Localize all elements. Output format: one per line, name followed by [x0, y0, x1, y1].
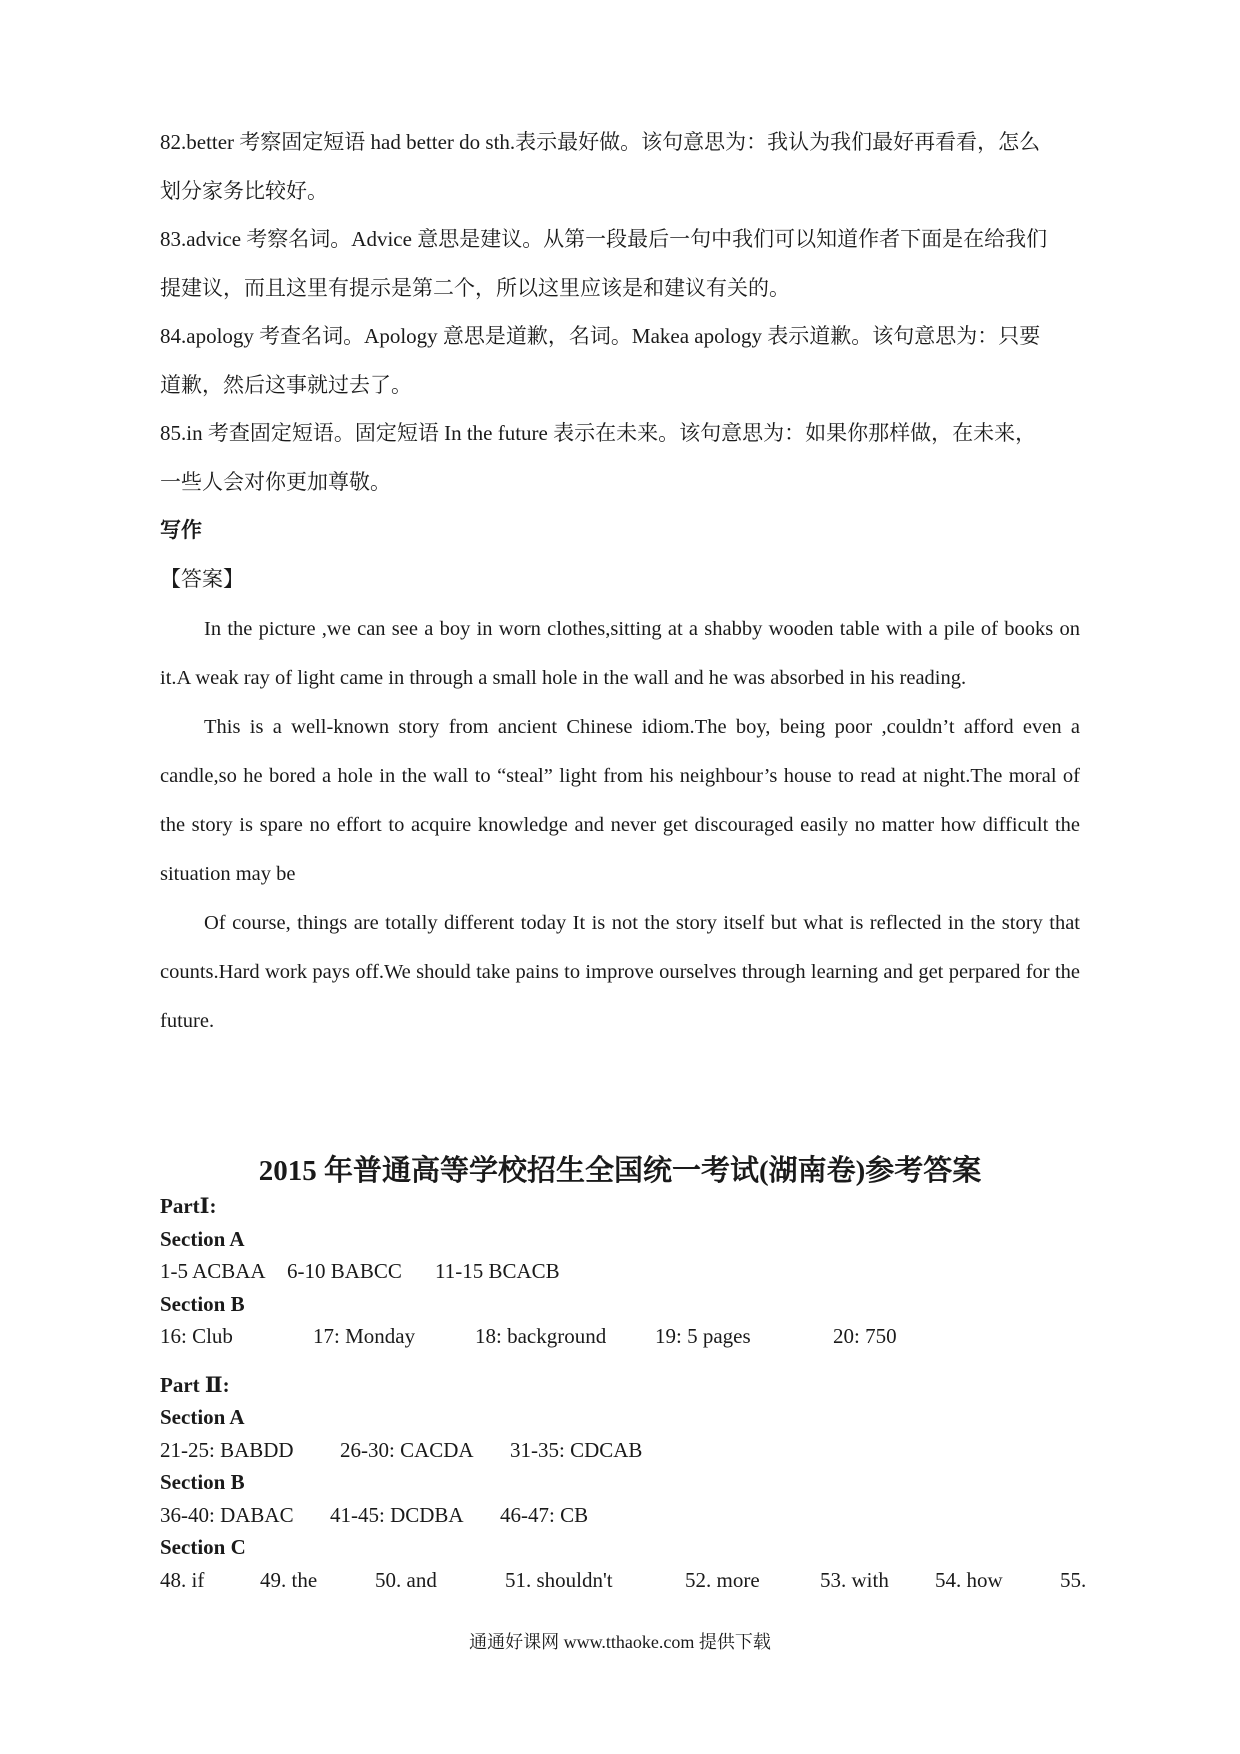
- answer-item: 21-25: BABDD: [160, 1437, 294, 1462]
- part1-label: PartⅠ:: [160, 1194, 217, 1218]
- answer-item: 11-15 BCACB: [435, 1259, 560, 1283]
- part2-section-b-label: Section B: [160, 1470, 245, 1494]
- part1-section-b-answers: [160, 1320, 1100, 1353]
- explanation-82-line1: 82.better 考察固定短语 had better do sth.表示最好做。该句意思为：我认为我们最好再看看，怎么: [160, 130, 1041, 154]
- answer-item: 16: Club: [160, 1324, 233, 1348]
- answer-item: 51. shouldn't: [505, 1567, 613, 1592]
- explanation-85-line1: 85.in 考查固定短语。固定短语 In the future 表示在未来。该句意思为：如果你那样做，在未来，: [160, 421, 1037, 445]
- explanation-84-line1: 84.apology 考查名词。Apology 意思是道歉，名词。Makea apology 表示道歉。该句意思为：只要: [160, 324, 1041, 348]
- answer-item: 36-40: DABAC: [160, 1502, 294, 1527]
- part2-section-b-answers: [160, 1499, 1100, 1532]
- explanation-83-line2: 提建议，而且这里有提示是第二个，所以这里应该是和建议有关的。: [160, 275, 790, 300]
- answer-item: 49. the: [260, 1567, 318, 1592]
- part1-section-b-label: Section B: [160, 1291, 245, 1316]
- part1-section-a-label: Section A: [160, 1226, 245, 1251]
- answer-explanations: [160, 118, 1080, 603]
- footer-source: 通通好课网 www.tthaoke.com 提供下载: [469, 1632, 771, 1652]
- answer-item: 18: background: [475, 1324, 607, 1348]
- part2-section-c-answers: [160, 1564, 1100, 1597]
- answer-item: 26-30: CACDA: [340, 1437, 474, 1462]
- answer-item: 1-5 ACBAA: [160, 1259, 266, 1283]
- answer-item: 54. how: [935, 1567, 1003, 1592]
- answer-item: 20: 750: [833, 1324, 897, 1348]
- answer-item: 55.: [1060, 1567, 1087, 1592]
- answer-item: 52. more: [685, 1567, 760, 1592]
- answer-key: [160, 1190, 1100, 1596]
- answer-item: 48. if: [160, 1567, 205, 1592]
- answer-item: 17: Monday: [313, 1324, 416, 1348]
- explanation-85-line2: 一些人会对你更加尊敬。: [160, 469, 391, 494]
- essay-paragraph-3: Of course, things are totally different today It is not the story itself but what is reflected in the story that counts.Hard work pays off.We should take pains to improve ourselves through learning and get perpared for the future.: [160, 912, 1080, 1032]
- answer-item: 46-47: CB: [500, 1502, 589, 1527]
- essay-paragraph-2: This is a well-known story from ancient Chinese idiom.The boy, being poor ,couldn’t afford even a candle,so he bored a hole in the wall to “steal” light from his neighbour’s house to read at night.The moral of the story is spare no effort to acquire knowledge and never get discouraged easily no matter how difficult the situation may be: [160, 716, 1080, 885]
- answer-label: 【答案】: [160, 566, 244, 591]
- explanation-82-line2: 划分家务比较好。: [160, 178, 328, 203]
- part1-section-a-answers: [160, 1255, 1100, 1288]
- part2-section-c-label: Section C: [160, 1535, 246, 1559]
- writing-essay: [160, 605, 1080, 1046]
- answer-item: 6-10 BABCC: [287, 1259, 402, 1283]
- answer-item: 31-35: CDCAB: [510, 1437, 643, 1462]
- part2-section-a-answers: [160, 1434, 1100, 1467]
- answer-item: 19: 5 pages: [655, 1324, 751, 1348]
- answer-item: 41-45: DCDBA: [330, 1502, 464, 1527]
- writing-heading: 写作: [160, 518, 202, 542]
- answer-item: 50. and: [375, 1567, 437, 1592]
- explanation-84-line2: 道歉，然后这事就过去了。: [160, 372, 412, 397]
- essay-paragraph-1: In the picture ,we can see a boy in worn clothes,sitting at a shabby wooden table with a pile of books on it.A weak ray of light came in through a small hole in the wall and he was absorbed in his reading.: [160, 618, 1080, 689]
- explanation-83-line1: 83.advice 考察名词。Advice 意思是建议。从第一段最后一句中我们可以知道作者下面是在给我们: [160, 227, 1048, 251]
- answer-item: 53. with: [820, 1567, 889, 1592]
- part2-label: Part Ⅱ:: [160, 1372, 230, 1397]
- answer-key-title: 2015 年普通高等学校招生全国统一考试(湖南卷)参考答案: [258, 1155, 982, 1187]
- part2-section-a-label: Section A: [160, 1405, 245, 1429]
